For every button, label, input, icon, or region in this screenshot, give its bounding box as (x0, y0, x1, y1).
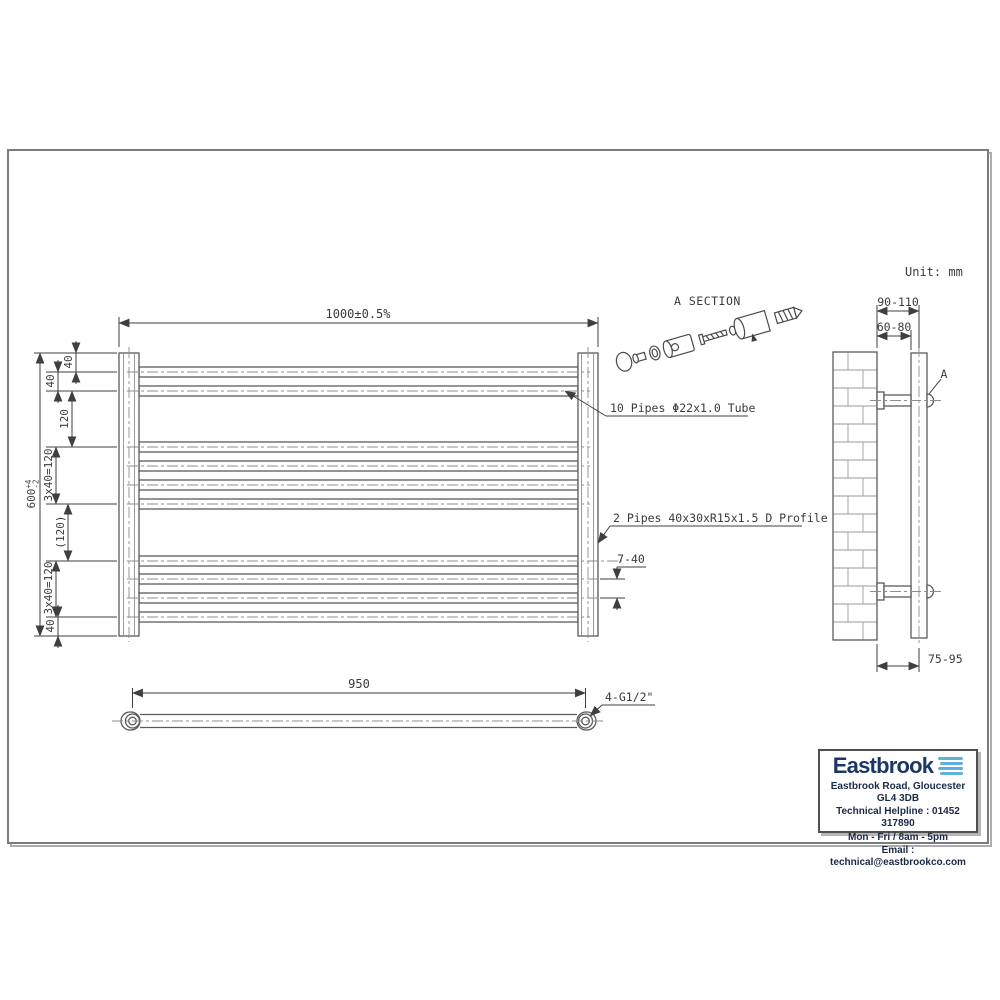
dim-wall-bottom-text: 75-95 (928, 652, 963, 666)
brand-logo (820, 753, 976, 779)
dim-hole-centers-text: 950 (348, 677, 370, 691)
label-profile: 2 Pipes 40x30xR15x1.5 D Profile (613, 511, 828, 525)
svg-text:(120): (120) (54, 515, 67, 549)
dim-height-text: $600^{+4}-2$ (24, 479, 41, 509)
brand-hours: Mon - Fri / 8am - 5pm (847, 831, 948, 843)
dim-pipe-gap-text: 7-40 (617, 552, 645, 566)
svg-text:40: 40 (44, 619, 57, 633)
dim-wall-face-text: 60-80 (876, 320, 912, 334)
brand-helpline: Technical Helpline : 01452 317890 (836, 806, 960, 829)
dim-width-text: 1000±0.5% (325, 307, 391, 321)
svg-text:3x40=120: 3x40=120 (42, 561, 55, 615)
brand-address: Eastbrook Road, Gloucester GL4 3DB (830, 780, 966, 804)
svg-text:40: 40 (62, 355, 75, 369)
unit-label: Unit: mm (905, 265, 963, 279)
brand-name: Eastbrook (832, 753, 934, 778)
dim-wall-center-text: 90-110 (877, 295, 919, 309)
label-connections: 4-G1/2" (605, 690, 654, 704)
label-pipes: 10 Pipes Φ22x1.0 Tube (610, 401, 756, 415)
brand-waves-icon (938, 757, 963, 776)
brand-email: Email : technical@eastbrookco.com (830, 845, 966, 868)
svg-text:40: 40 (44, 374, 57, 388)
section-marker-a: A (940, 367, 948, 381)
section-view-title: A SECTION (674, 294, 741, 308)
svg-text:3x40=120: 3x40=120 (42, 448, 55, 502)
brand-box (818, 749, 978, 868)
svg-text:120: 120 (58, 409, 71, 429)
